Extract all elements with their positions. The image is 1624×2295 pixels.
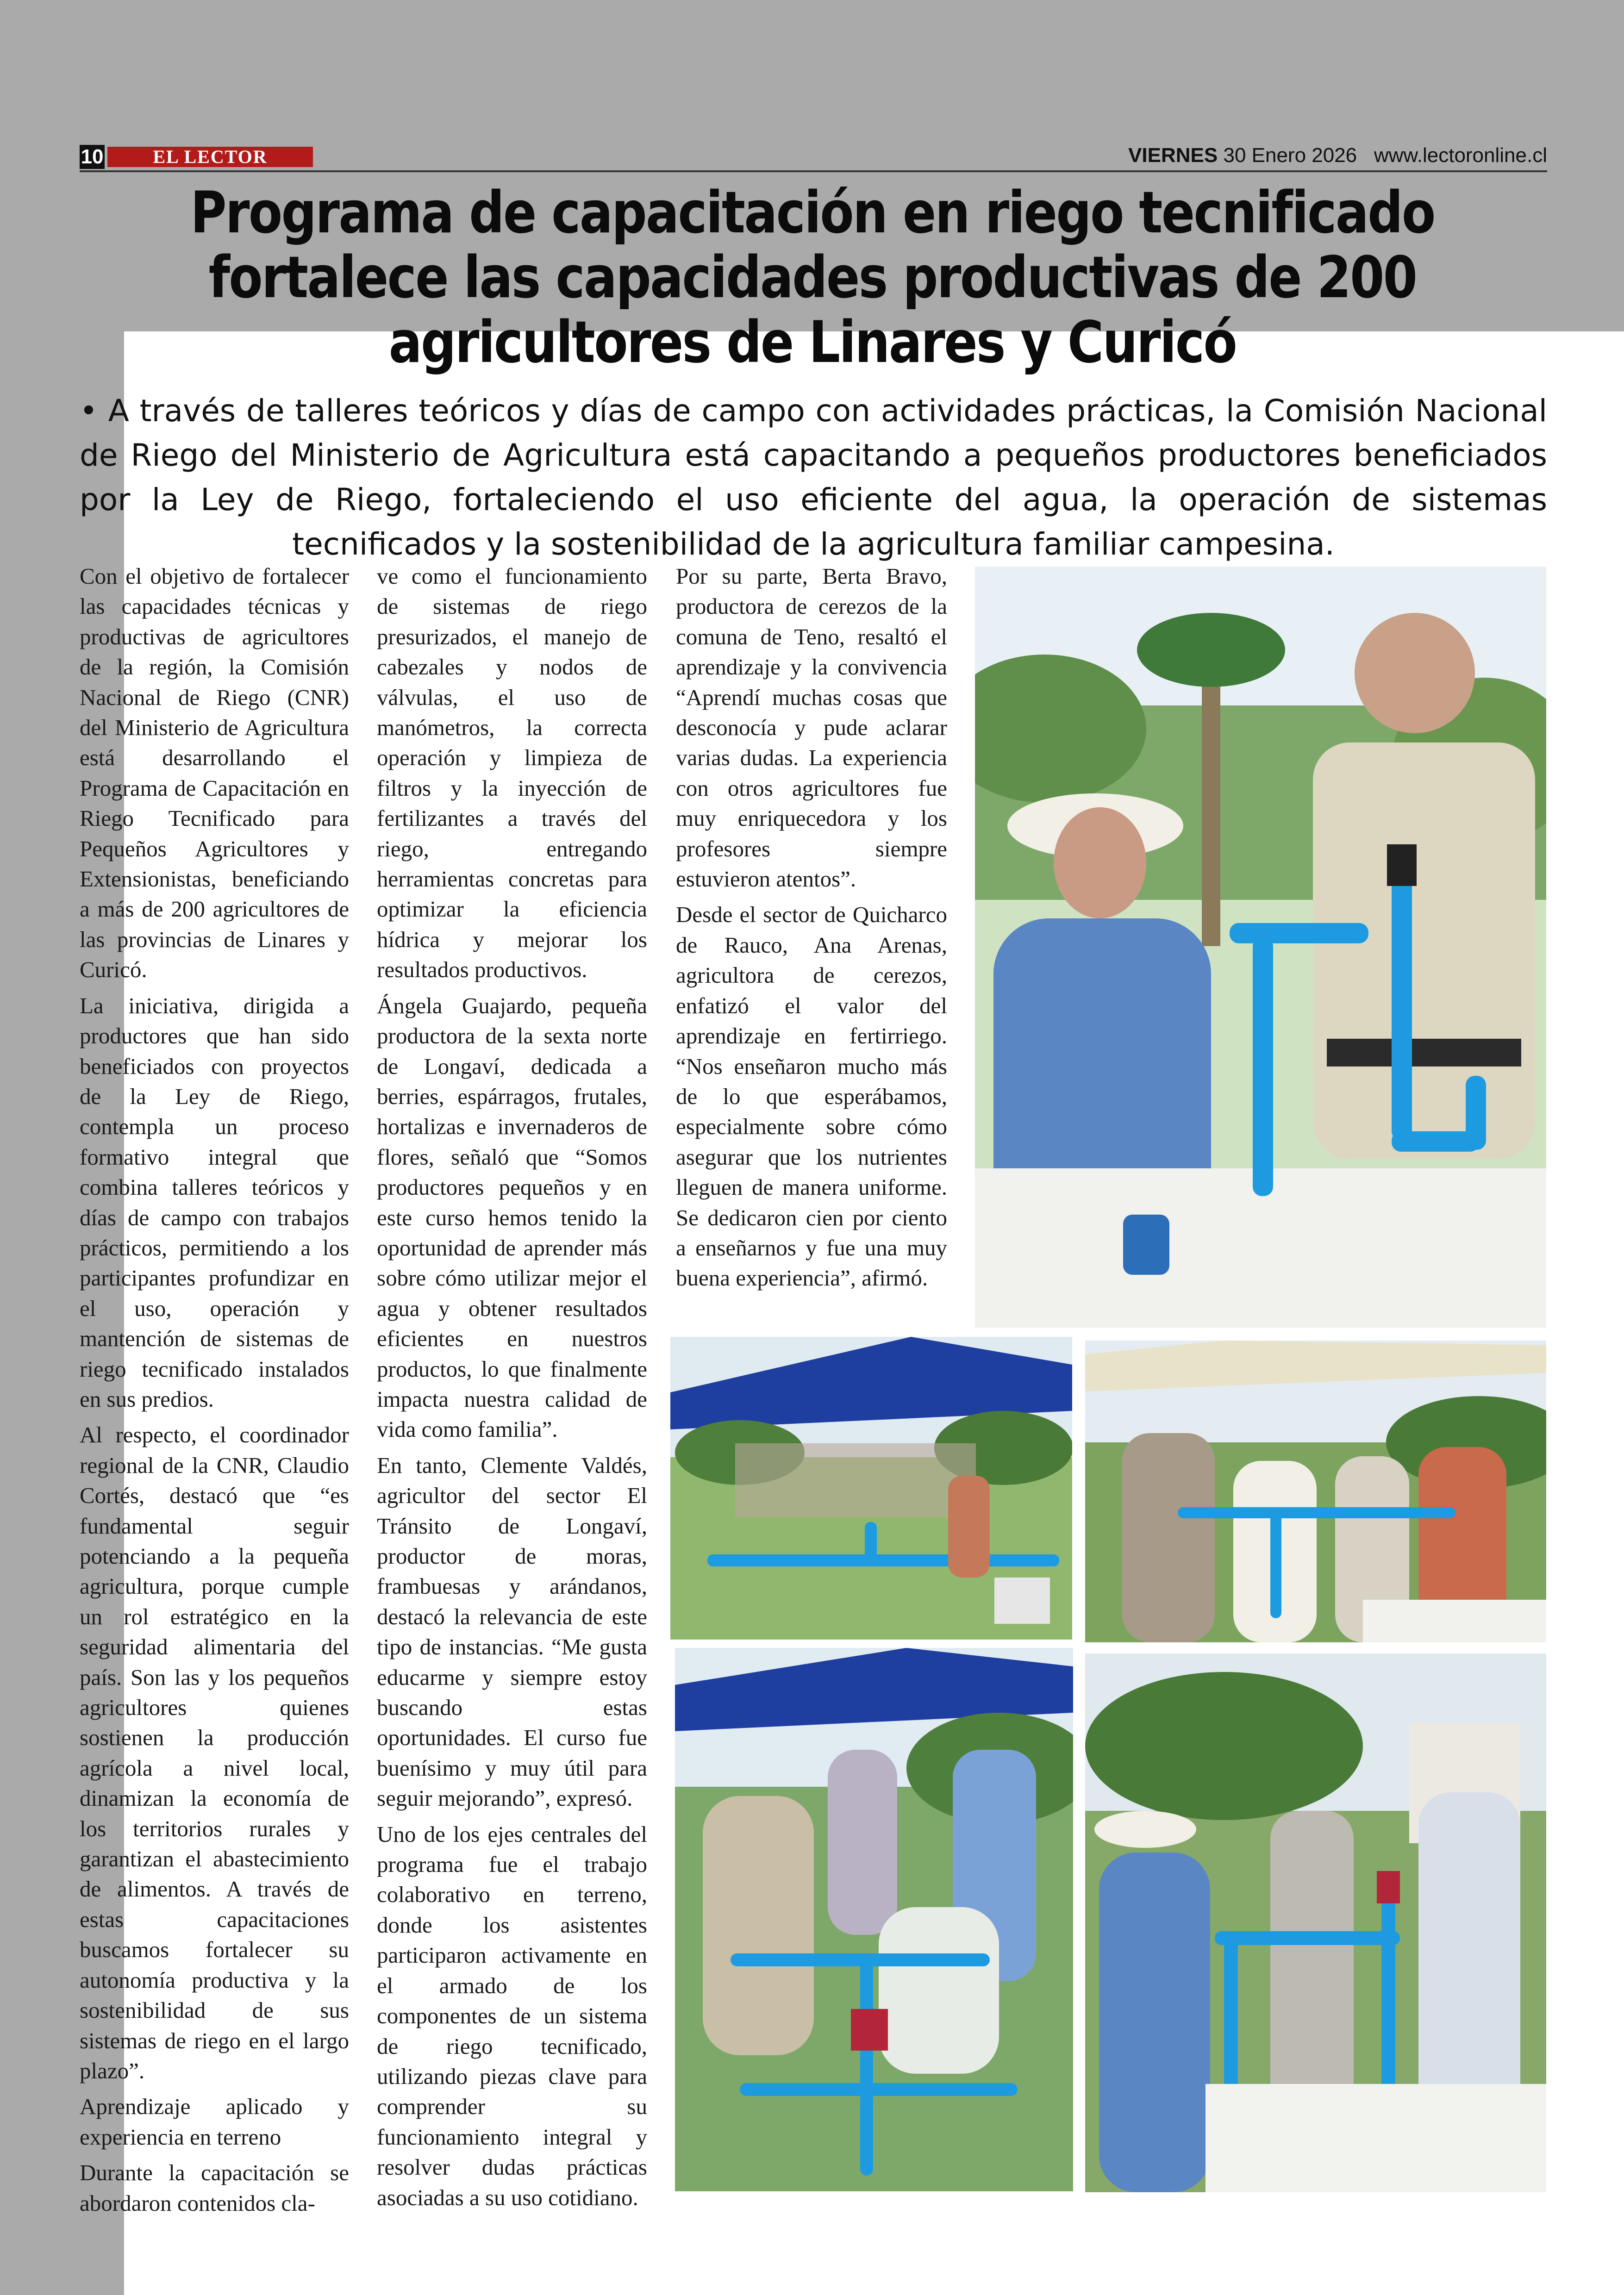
photo-assembly-kneeling <box>675 1648 1073 2191</box>
paragraph: La iniciativa, dirigida a productores que han sido beneficiados con proyectos de la Ley de Riego, contempla un proceso formativo integral que combina talleres teóricos y días de campo con trabajos prácticos, permitiendo a los participantes profundizar en el uso, operación y mantención de sistemas de riego tecnificado instalados en sus predios. <box>80 992 349 1412</box>
newspaper-logo: EL LECTOR <box>107 147 313 167</box>
photo-group-tent <box>670 1337 1072 1640</box>
date: 30 Enero 2026 <box>1223 144 1357 167</box>
page-header <box>80 141 1547 169</box>
paragraph: Durante la capacitación se abordaron contenidos cla- <box>80 2160 349 2216</box>
subheading: Aprendizaje aplicado y experiencia en terreno <box>80 2094 349 2150</box>
photo-main-instructor <box>975 567 1546 1328</box>
weekday: VIERNES <box>1128 144 1218 167</box>
photo-group-four <box>1085 1341 1546 1642</box>
paragraph: En tanto, Clemente Valdés, agricultor del sector El Tránsito de Longaví, productor de moras, frambuesas y arándanos, destacó la relevancia de este tipo de instancias. “Me gusta educarme y siempre estoy buscando estas oportunidades. El curso fue buenísimo y muy útil para seguir mejorando”, expresó. <box>377 1452 647 1811</box>
photo-group-three <box>1085 1653 1546 2192</box>
article-lede: • A través de talleres teóricos y días de campo con actividades prácticas, la Comisión Nacional de Riego del Ministerio de Agricultura está capacitando a pequeños productores beneficiados por la Ley de Riego, fortaleciendo el uso eficiente del agua, la operación de sistemas tecnificados y la sostenibilidad de la agricultura familiar campesina. <box>80 393 1547 562</box>
date-line <box>1128 144 1547 167</box>
paragraph: Por su parte, Berta Bravo, productora de cerezos de la comuna de Teno, resaltó el aprendizaje y la convivencia “Aprendí muchas cosas que desconocía y pude aclarar varias dudas. La experiencia con otros agricultores fue muy enriquecedora y los profesores siempre estuvieron atentos”. <box>676 563 947 892</box>
article-column-2 <box>377 561 647 2218</box>
paragraph: Uno de los ejes centrales del programa fue el trabajo colaborativo en terreno, donde los asistentes participaron activamente en el armado de los componentes de un sistema de riego tecnificado, utilizando piezas clave para comprender su funcionamiento integral y resolver dudas prácticas asociadas a su uso cotidiano. <box>377 1821 647 2210</box>
paragraph: ve como el funcionamiento de sistemas de riego presurizados, el manejo de cabezales y nodos de válvulas, el uso de manómetros, la correcta operación y limpieza de filtros y la inyección de fertilizantes a través del riego, entregando herramientas concretas para optimizar la eficiencia hídrica y mejorar los resultados productivos. <box>377 563 647 983</box>
paragraph: Desde el sector de Quicharco de Rauco, Ana Arenas, agricultora de cerezos, enfatizó el valor del aprendizaje en fertirriego. “Nos enseñaron mucho más de lo que esperábamos, especialmente sobre cómo asegurar que los nutrientes lleguen de manera uniforme. Se dedicaron cien por ciento a enseñarnos y fue una muy buena experiencia”, afirmó. <box>676 902 947 1291</box>
website-link[interactable]: www.lectoronline.cl <box>1374 144 1547 167</box>
page-number: 10 <box>80 145 105 169</box>
header-rule <box>80 170 1547 172</box>
article-column-1 <box>80 561 349 2224</box>
paragraph: Ángela Guajardo, pequeña productora de la sexta norte de Longaví, dedicada a berries, espárragos, frutales, hortalizas e invernaderos de flores, señaló que “Somos productores pequeños y en este curso hemos tenido la oportunidad de aprender más sobre cómo utilizar mejor el agua y obtener resultados eficientes en nuestros productos, lo que finalmente impacta nuestra calidad de vida como familia”. <box>377 992 647 1442</box>
paragraph: Al respecto, el coordinador regional de la CNR, Claudio Cortés, destacó que “es fundamental seguir potenciando a la pequeña agricultura, porque cumple un rol estratégico en la seguridad alimentaria del país. Son las y los pequeños agricultores quienes sostienen la producción agrícola a nivel local, dinamizan la economía de los territorios rurales y garantizan el abastecimiento de alimentos. A través de estas capacitaciones buscamos fortalecer su autonomía productiva y la sostenibilidad de sus sistemas de riego en el largo plazo”. <box>80 1422 349 2083</box>
article-column-3 <box>676 561 947 1299</box>
paragraph: Con el objetivo de fortalecer las capacidades técnicas y productivas de agricultores de la región, la Comisión Nacional de Riego (CNR) del Ministerio de Agricultura está desarrollando el Programa de Capacitación en Riego Tecnificado para Pequeños Agricultores y Extensionistas, beneficiando a más de 200 agricultores de las provincias de Linares y Curicó. <box>80 563 349 983</box>
article-headline: Programa de capacitación en riego tecnificado fortalece las capacidades productivas de 200 agricultores de Linares y Curicó <box>190 180 1435 376</box>
